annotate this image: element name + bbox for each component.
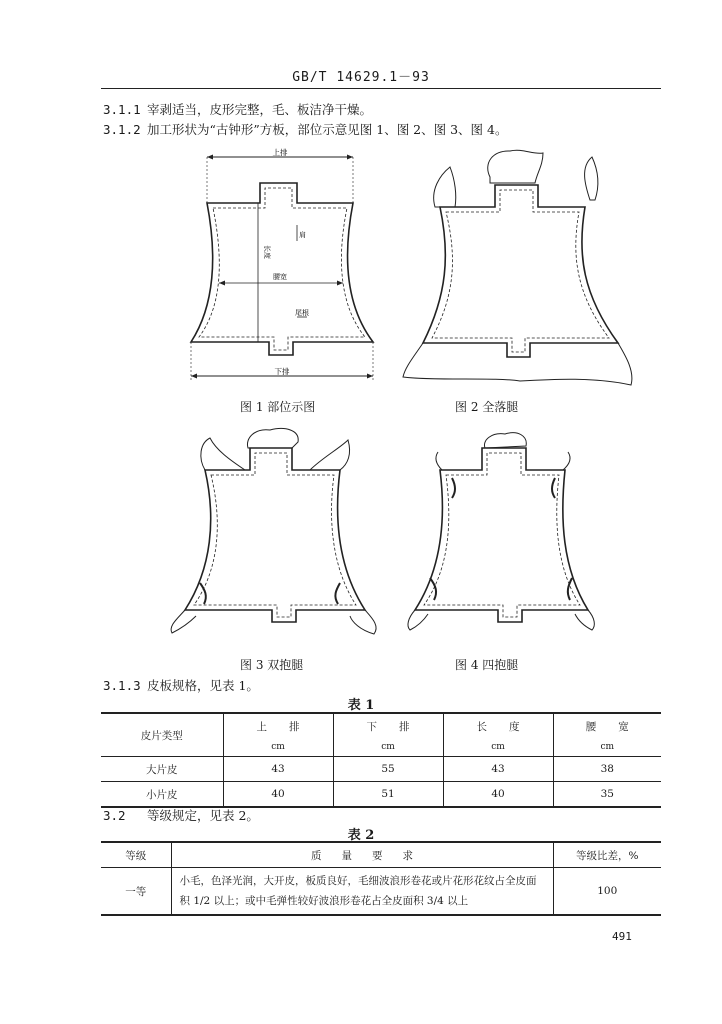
- col-header-type: 皮片类型: [101, 713, 223, 757]
- unit-label: cm: [491, 741, 505, 752]
- col-header-waist: 腰宽 cm: [553, 713, 661, 757]
- clause-3-2: [103, 806, 259, 824]
- label-tail: 尾根: [295, 309, 309, 317]
- requirement-cell: 小毛，色泽光润，大开皮，板质良好，毛细波浪形卷花或片花形花纹占全皮面积 1/2 以上；或中毛弹性较好波浪形卷花占全皮面积 3/4 以上: [171, 868, 553, 916]
- table-cell: 35: [553, 782, 661, 808]
- figure-1-caption: 图 1 部位示图: [240, 400, 316, 414]
- clause-text: 加工形状为“古钟形”方板，部位示意见图 1、图 2、图 3、图 4。: [147, 122, 508, 137]
- table-cell: 55: [333, 757, 443, 782]
- label-waist: 腰宽: [273, 273, 287, 281]
- col-header-ratio: 等级比差，%: [553, 842, 661, 868]
- clause-text: 等级规定，见表 2。: [147, 808, 259, 823]
- table-2-caption: 表 2: [347, 828, 375, 843]
- clause-number: 3.1.1: [103, 102, 141, 117]
- figure-3-diagram: [160, 418, 390, 653]
- col-header-requirement: 质量要求: [171, 842, 553, 868]
- clause-3-1-3: [103, 676, 259, 694]
- grade-cell: 一等: [101, 868, 171, 916]
- clause-3-1-1: [103, 100, 372, 118]
- standard-header: GB/T 14629.1－93: [292, 70, 430, 85]
- header-rule: [101, 88, 661, 89]
- unit-label: cm: [271, 741, 285, 752]
- table-1: [101, 712, 661, 808]
- clause-number: 3.2: [103, 808, 126, 823]
- clause-number: 3.1.3: [103, 678, 141, 693]
- table-1-caption: 表 1: [347, 698, 375, 713]
- label-upper: 上排: [272, 148, 288, 157]
- col-header-upper: 上排 cm: [223, 713, 333, 757]
- table-cell: 40: [223, 782, 333, 808]
- table-header-row: [101, 842, 661, 868]
- col-header-grade: 等级: [101, 842, 171, 868]
- unit-label: cm: [381, 741, 395, 752]
- table-cell: 40: [443, 782, 553, 808]
- clause-text: 宰剥适当，皮形完整，毛、板洁净干燥。: [147, 102, 373, 117]
- table-cell: 38: [600, 763, 614, 775]
- table-2: [101, 841, 661, 916]
- clause-number: 3.1.2: [103, 122, 141, 137]
- figure-1-diagram: [185, 145, 385, 390]
- figure-3-caption: 图 3 双抱腿: [240, 658, 304, 672]
- table-cell: 小片皮: [101, 782, 223, 808]
- clause-text: 皮板规格，见表 1。: [147, 678, 259, 693]
- label-shoulder: 肩: [299, 231, 306, 239]
- table-row: [101, 868, 661, 916]
- label-length: 长度: [263, 245, 271, 259]
- table-cell: 51: [333, 782, 443, 808]
- label-lower: 下排: [274, 367, 290, 376]
- col-header-lower: 下排 cm: [333, 713, 443, 757]
- page-number: 491: [612, 930, 632, 943]
- table-row: [101, 757, 661, 782]
- unit-label: cm: [600, 741, 615, 752]
- figure-4-diagram: [400, 418, 615, 653]
- col-header-length: 长度 cm: [443, 713, 553, 757]
- table-header-row: [101, 713, 661, 757]
- table-row: [101, 782, 661, 808]
- table-cell: 43: [223, 757, 333, 782]
- figure-2-caption: 图 2 全落腿: [455, 400, 519, 414]
- ratio-cell: 100: [553, 868, 661, 916]
- figure-2-diagram: [395, 145, 645, 395]
- table-cell: 大片皮: [101, 757, 223, 782]
- table-cell: 43: [443, 757, 553, 782]
- clause-3-1-2: [103, 120, 508, 138]
- figure-4-caption: 图 4 四抱腿: [455, 658, 519, 672]
